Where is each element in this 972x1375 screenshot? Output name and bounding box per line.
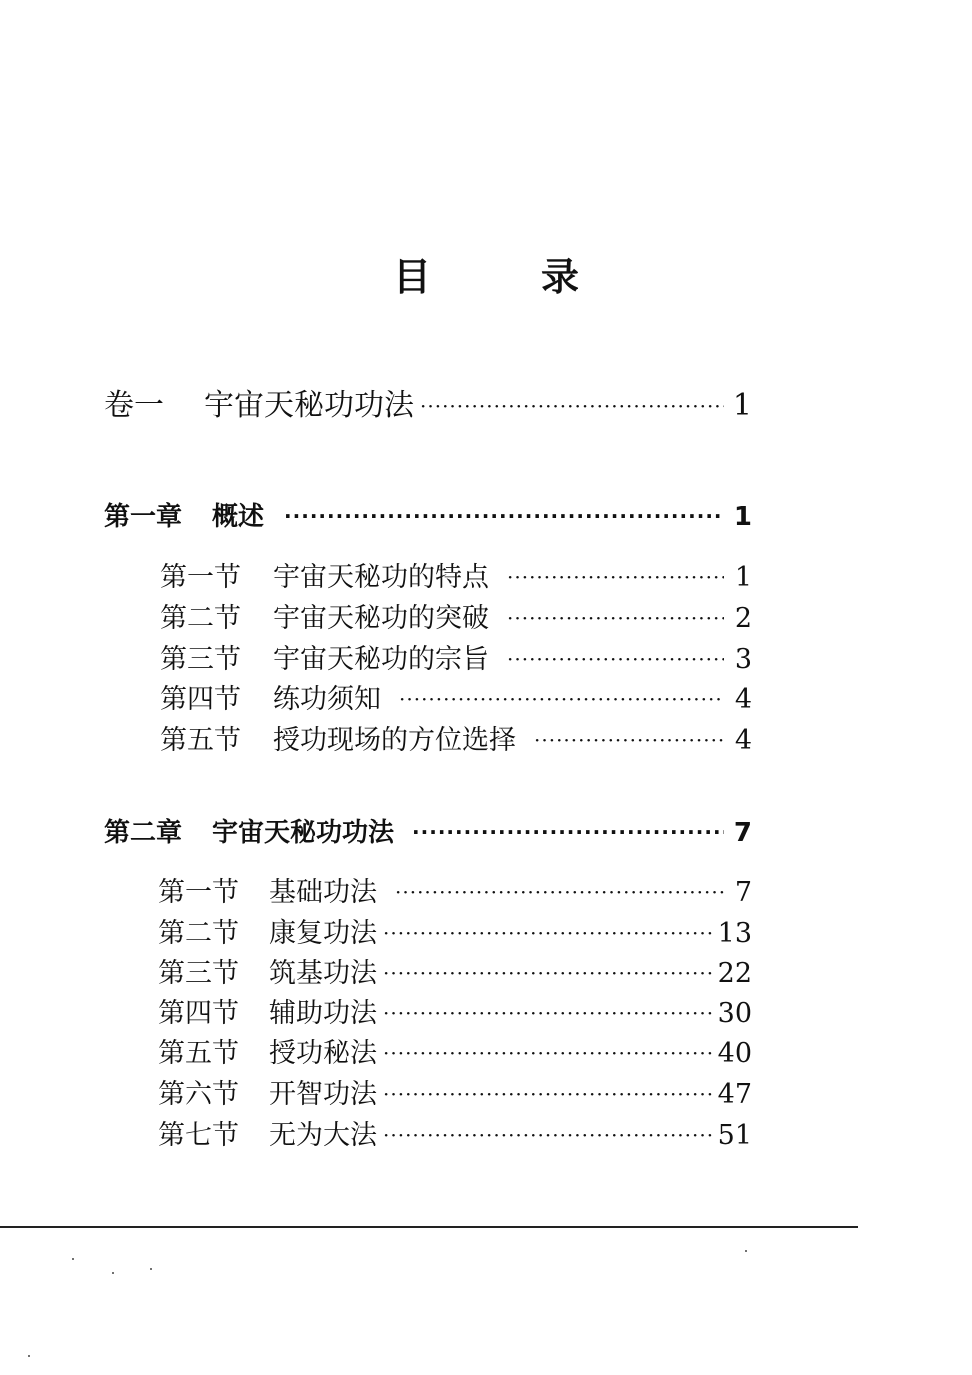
leader-dots (395, 880, 724, 904)
section-page-number: 30 (717, 998, 752, 1029)
section-page-number: 51 (717, 1120, 752, 1151)
section-page-number: 4 (734, 684, 752, 715)
section-label: 第四节 (160, 684, 241, 715)
toc-section-entry (160, 677, 752, 716)
chapter-title: 宇宙天秘功功法 (212, 818, 395, 848)
section-page-number: 3 (734, 644, 752, 675)
toc-chapter-entry (104, 812, 752, 849)
section-label: 第三节 (158, 958, 239, 989)
toc-section-entry (160, 555, 752, 594)
scan-speck (150, 1268, 152, 1270)
toc-volume-entry (104, 380, 752, 424)
toc-section-entry (160, 637, 752, 676)
toc-section-entry (160, 596, 752, 635)
leader-dots (383, 1041, 712, 1065)
leader-dots (383, 1082, 712, 1106)
chapter-label: 第一章 (104, 502, 183, 532)
leader-dots (383, 1123, 712, 1147)
toc-section-entry (158, 1031, 752, 1070)
section-page-number: 2 (734, 603, 752, 634)
leader-dots (534, 728, 724, 752)
section-title: 授功现场的方位选择 (273, 725, 516, 756)
leader-dots (507, 647, 724, 671)
chapter-label: 第二章 (104, 818, 183, 848)
page-title-char-2: 录 (541, 254, 580, 299)
section-label: 第七节 (158, 1120, 239, 1151)
section-title: 基础功法 (269, 877, 377, 908)
section-label: 第六节 (158, 1079, 239, 1110)
leader-dots (383, 961, 712, 985)
toc-section-entry (158, 911, 752, 950)
leader-dots (420, 394, 724, 418)
volume-page-number: 1 (732, 388, 752, 423)
chapter-title: 概述 (212, 502, 265, 532)
section-title: 授功秘法 (269, 1038, 377, 1069)
scan-speck (72, 1258, 74, 1260)
page-title (0, 246, 972, 301)
toc-chapter-entry (104, 496, 752, 533)
section-page-number: 4 (734, 725, 752, 756)
page-title-char-1: 目 (392, 254, 431, 299)
toc-section-entry (160, 718, 752, 757)
leader-dots (507, 606, 724, 630)
toc-section-entry (158, 1072, 752, 1111)
scan-speck (745, 1250, 747, 1252)
volume-title: 宇宙天秘功功法 (204, 388, 414, 423)
section-page-number: 1 (734, 562, 752, 593)
scan-speck (112, 1272, 114, 1274)
leader-dots (383, 1001, 712, 1025)
section-title: 辅助功法 (269, 998, 377, 1029)
section-page-number: 47 (717, 1079, 752, 1110)
section-page-number: 40 (717, 1038, 752, 1069)
section-title: 开智功法 (269, 1079, 377, 1110)
section-title: 筑基功法 (269, 958, 377, 989)
leader-dots (412, 820, 724, 844)
section-page-number: 7 (734, 877, 752, 908)
section-title: 宇宙天秘功的宗旨 (273, 644, 489, 675)
toc-section-entry (158, 951, 752, 990)
section-title: 无为大法 (269, 1120, 377, 1151)
section-label: 第二节 (160, 603, 241, 634)
toc-section-entry (158, 870, 752, 909)
section-title: 宇宙天秘功的突破 (273, 603, 489, 634)
chapter-page-number: 7 (733, 818, 752, 848)
toc-section-entry (158, 991, 752, 1030)
section-title: 练功须知 (273, 684, 381, 715)
section-title: 宇宙天秘功的特点 (273, 562, 489, 593)
section-label: 第二节 (158, 918, 239, 949)
leader-dots (507, 565, 724, 589)
leader-dots (284, 504, 724, 528)
section-label: 第三节 (160, 644, 241, 675)
scan-speck (28, 1355, 30, 1357)
section-label: 第四节 (158, 998, 239, 1029)
section-page-number: 22 (717, 958, 752, 989)
chapter-page-number: 1 (733, 502, 752, 532)
leader-dots (383, 921, 712, 945)
section-title: 康复功法 (269, 918, 377, 949)
toc-section-entry (158, 1113, 752, 1152)
section-label: 第五节 (160, 725, 241, 756)
section-label: 第一节 (158, 877, 239, 908)
section-label: 第五节 (158, 1038, 239, 1069)
leader-dots (399, 687, 724, 711)
section-page-number: 13 (717, 918, 752, 949)
footer-rule (0, 1226, 858, 1228)
section-label: 第一节 (160, 562, 241, 593)
volume-label: 卷一 (104, 388, 164, 423)
